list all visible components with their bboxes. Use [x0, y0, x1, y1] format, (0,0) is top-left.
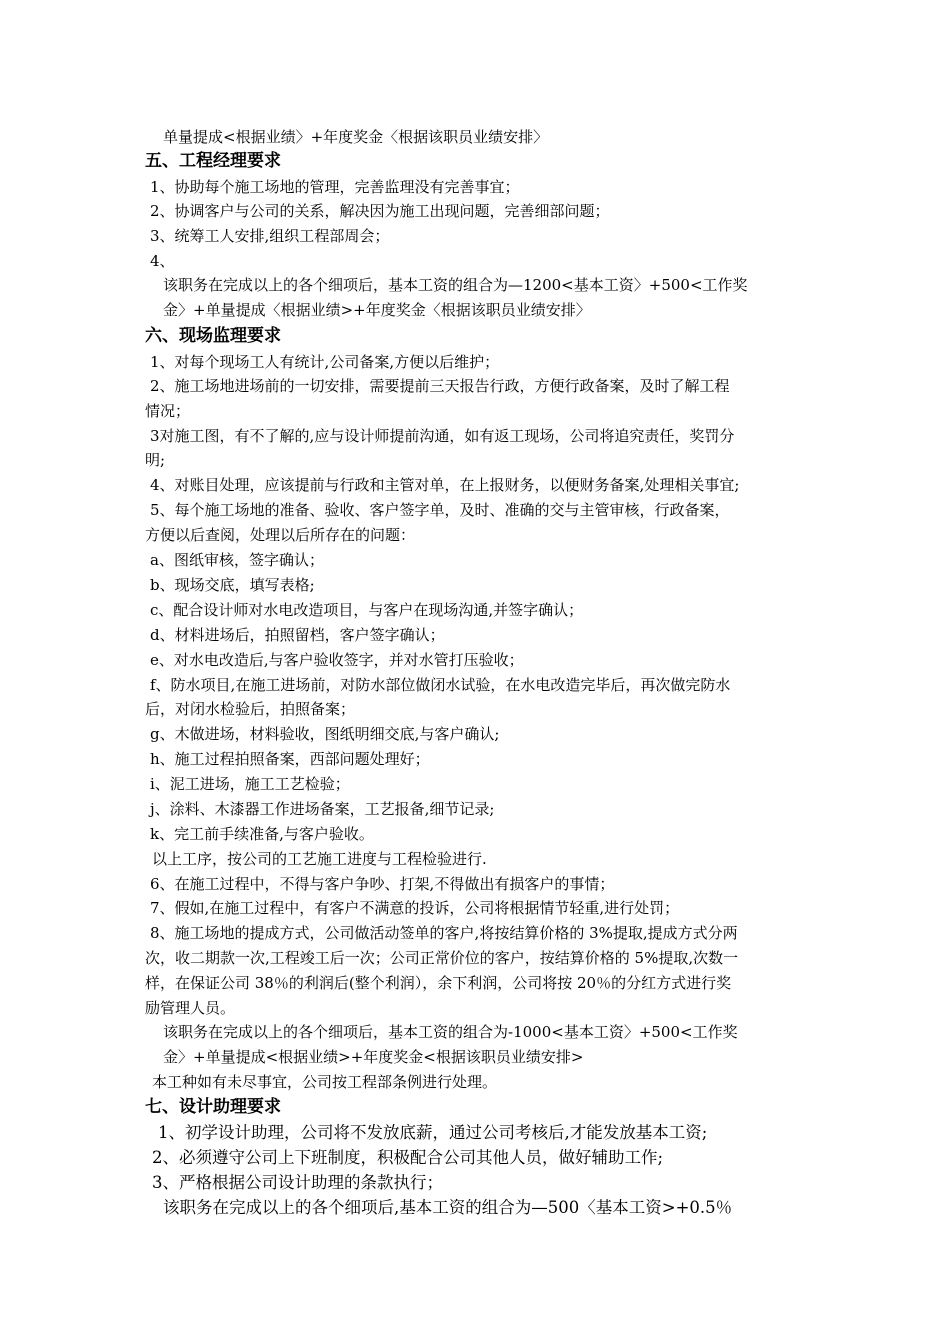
list-item: 3、严格根据公司设计助理的条款执行； [152, 1173, 443, 1192]
list-item: f、防水项目,在施工进场前，对防水部位做闭水试验，在水电改造完毕后，再次做完防水 [150, 676, 731, 694]
list-item: 6、在施工过程中，不得与客户争吵、打架,不得做出有损客户的事情； [150, 875, 615, 893]
list-item: k、完工前手续准备,与客户验收。 [150, 825, 374, 843]
text-line: 次，收二期款一次,工程竣工后一次；公司正常价位的客户，按结算价格的 5%提取,次数一 [145, 949, 739, 967]
text-line: 该职务在完成以上的各个细项后，基本工资的组合为-1000<基本工资〉+500<工作奖 [163, 1023, 738, 1041]
list-item: 2、必须遵守公司上下班制度，积极配合公司其他人员，做好辅助工作; [152, 1148, 664, 1167]
text-line: 样，在保证公司 38％的利润后(整个利润），余下利润，公司将按 20％的分红方式进行奖 [145, 974, 732, 992]
list-item: 1、初学设计助理，公司将不发放底薪，通过公司考核后,才能发放基本工资; [158, 1123, 708, 1142]
list-item: 1、对每个现场工人有统计,公司备案,方便以后维护； [150, 353, 500, 371]
text-line: 励管理人员。 [145, 999, 236, 1017]
text-line: 方便以后查阅，处理以后所存在的问题： [145, 526, 416, 544]
list-item: 7、假如,在施工过程中，有客户不满意的投诉，公司将根据情节轻重,进行处罚； [150, 899, 680, 917]
list-item: e、对水电改造后,与客户验收签字，并对水管打压验收； [150, 651, 524, 669]
text-line: 金〉+单量提成〈根据业绩>+年度奖金〈根据该职员业绩安排〉 [163, 301, 591, 319]
list-item: 5、每个施工场地的准备、验收、客户签字单，及时、准确的交与主管审核，行政备案， [150, 501, 730, 519]
list-item: 4、对账目处理，应该提前与行政和主管对单，在上报财务，以便财务备案,处理相关事宜; [150, 476, 740, 494]
list-item: 3、统筹工人安排,组织工程部周会； [150, 227, 390, 245]
text-line: 后，对闭水检验后，拍照备案； [145, 700, 356, 718]
text-line: 本工种如有未尽事宜，公司按工程部条例进行处理。 [152, 1073, 498, 1091]
text-line: 金〉+单量提成<根据业绩>+年度奖金<根据该职员业绩安排> [163, 1048, 584, 1066]
list-item: 4、 [150, 252, 175, 270]
text-line: 明; [145, 451, 166, 469]
list-item: g、木做进场，材料验收，图纸明细交底,与客户确认; [150, 725, 500, 743]
text-line: 该职务在完成以上的各个细项后，基本工资的组合为—1200<基本工资〉+500<工作奖 [163, 276, 748, 294]
list-item: j、涂料、木漆器工作进场备案，工艺报备,细节记录; [150, 800, 495, 818]
text-line: 该职务在完成以上的各个细项后,基本工资的组合为—500〈基本工资>+0.5％ [163, 1198, 733, 1217]
text-line: 单量提成<根据业绩〉+年度奖金〈根据该职员业绩安排〉 [163, 128, 549, 146]
list-item: i、泥工进场，施工工艺检验； [150, 775, 350, 793]
list-item: d、材料进场后，拍照留档，客户签字确认； [150, 626, 445, 644]
section-heading-6: 六、现场监理要求 [145, 326, 281, 346]
list-item: b、现场交底，填写表格; [150, 576, 315, 594]
text-line: 情况； [145, 402, 191, 420]
list-item: 1、协助每个施工场地的管理，完善监理没有完善事宜； [150, 178, 520, 196]
list-item: c、配合设计师对水电改造项目，与客户在现场沟通,并签字确认； [150, 601, 584, 619]
list-item: 2、协调客户与公司的关系，解决因为施工出现问题，完善细部问题； [150, 202, 610, 220]
list-item: h、施工过程拍照备案，西部问题处理好； [150, 750, 430, 768]
list-item: 8、施工场地的提成方式，公司做活动签单的客户,将按结算价格的 3%提取,提成方式分两 [150, 924, 738, 942]
list-item: 2、施工场地进场前的一切安排，需要提前三天报告行政，方便行政备案，及时了解工程 [150, 377, 730, 395]
list-item: a、图纸审核，签字确认； [150, 551, 324, 569]
section-heading-5: 五、工程经理要求 [145, 151, 281, 171]
text-line: 以上工序，按公司的工艺施工进度与工程检验进行. [152, 850, 487, 868]
list-item: 3对施工图，有不了解的,应与设计师提前沟通，如有返工现场，公司将追究责任，奖罚分 [150, 427, 735, 445]
section-heading-7: 七、设计助理要求 [145, 1097, 281, 1117]
